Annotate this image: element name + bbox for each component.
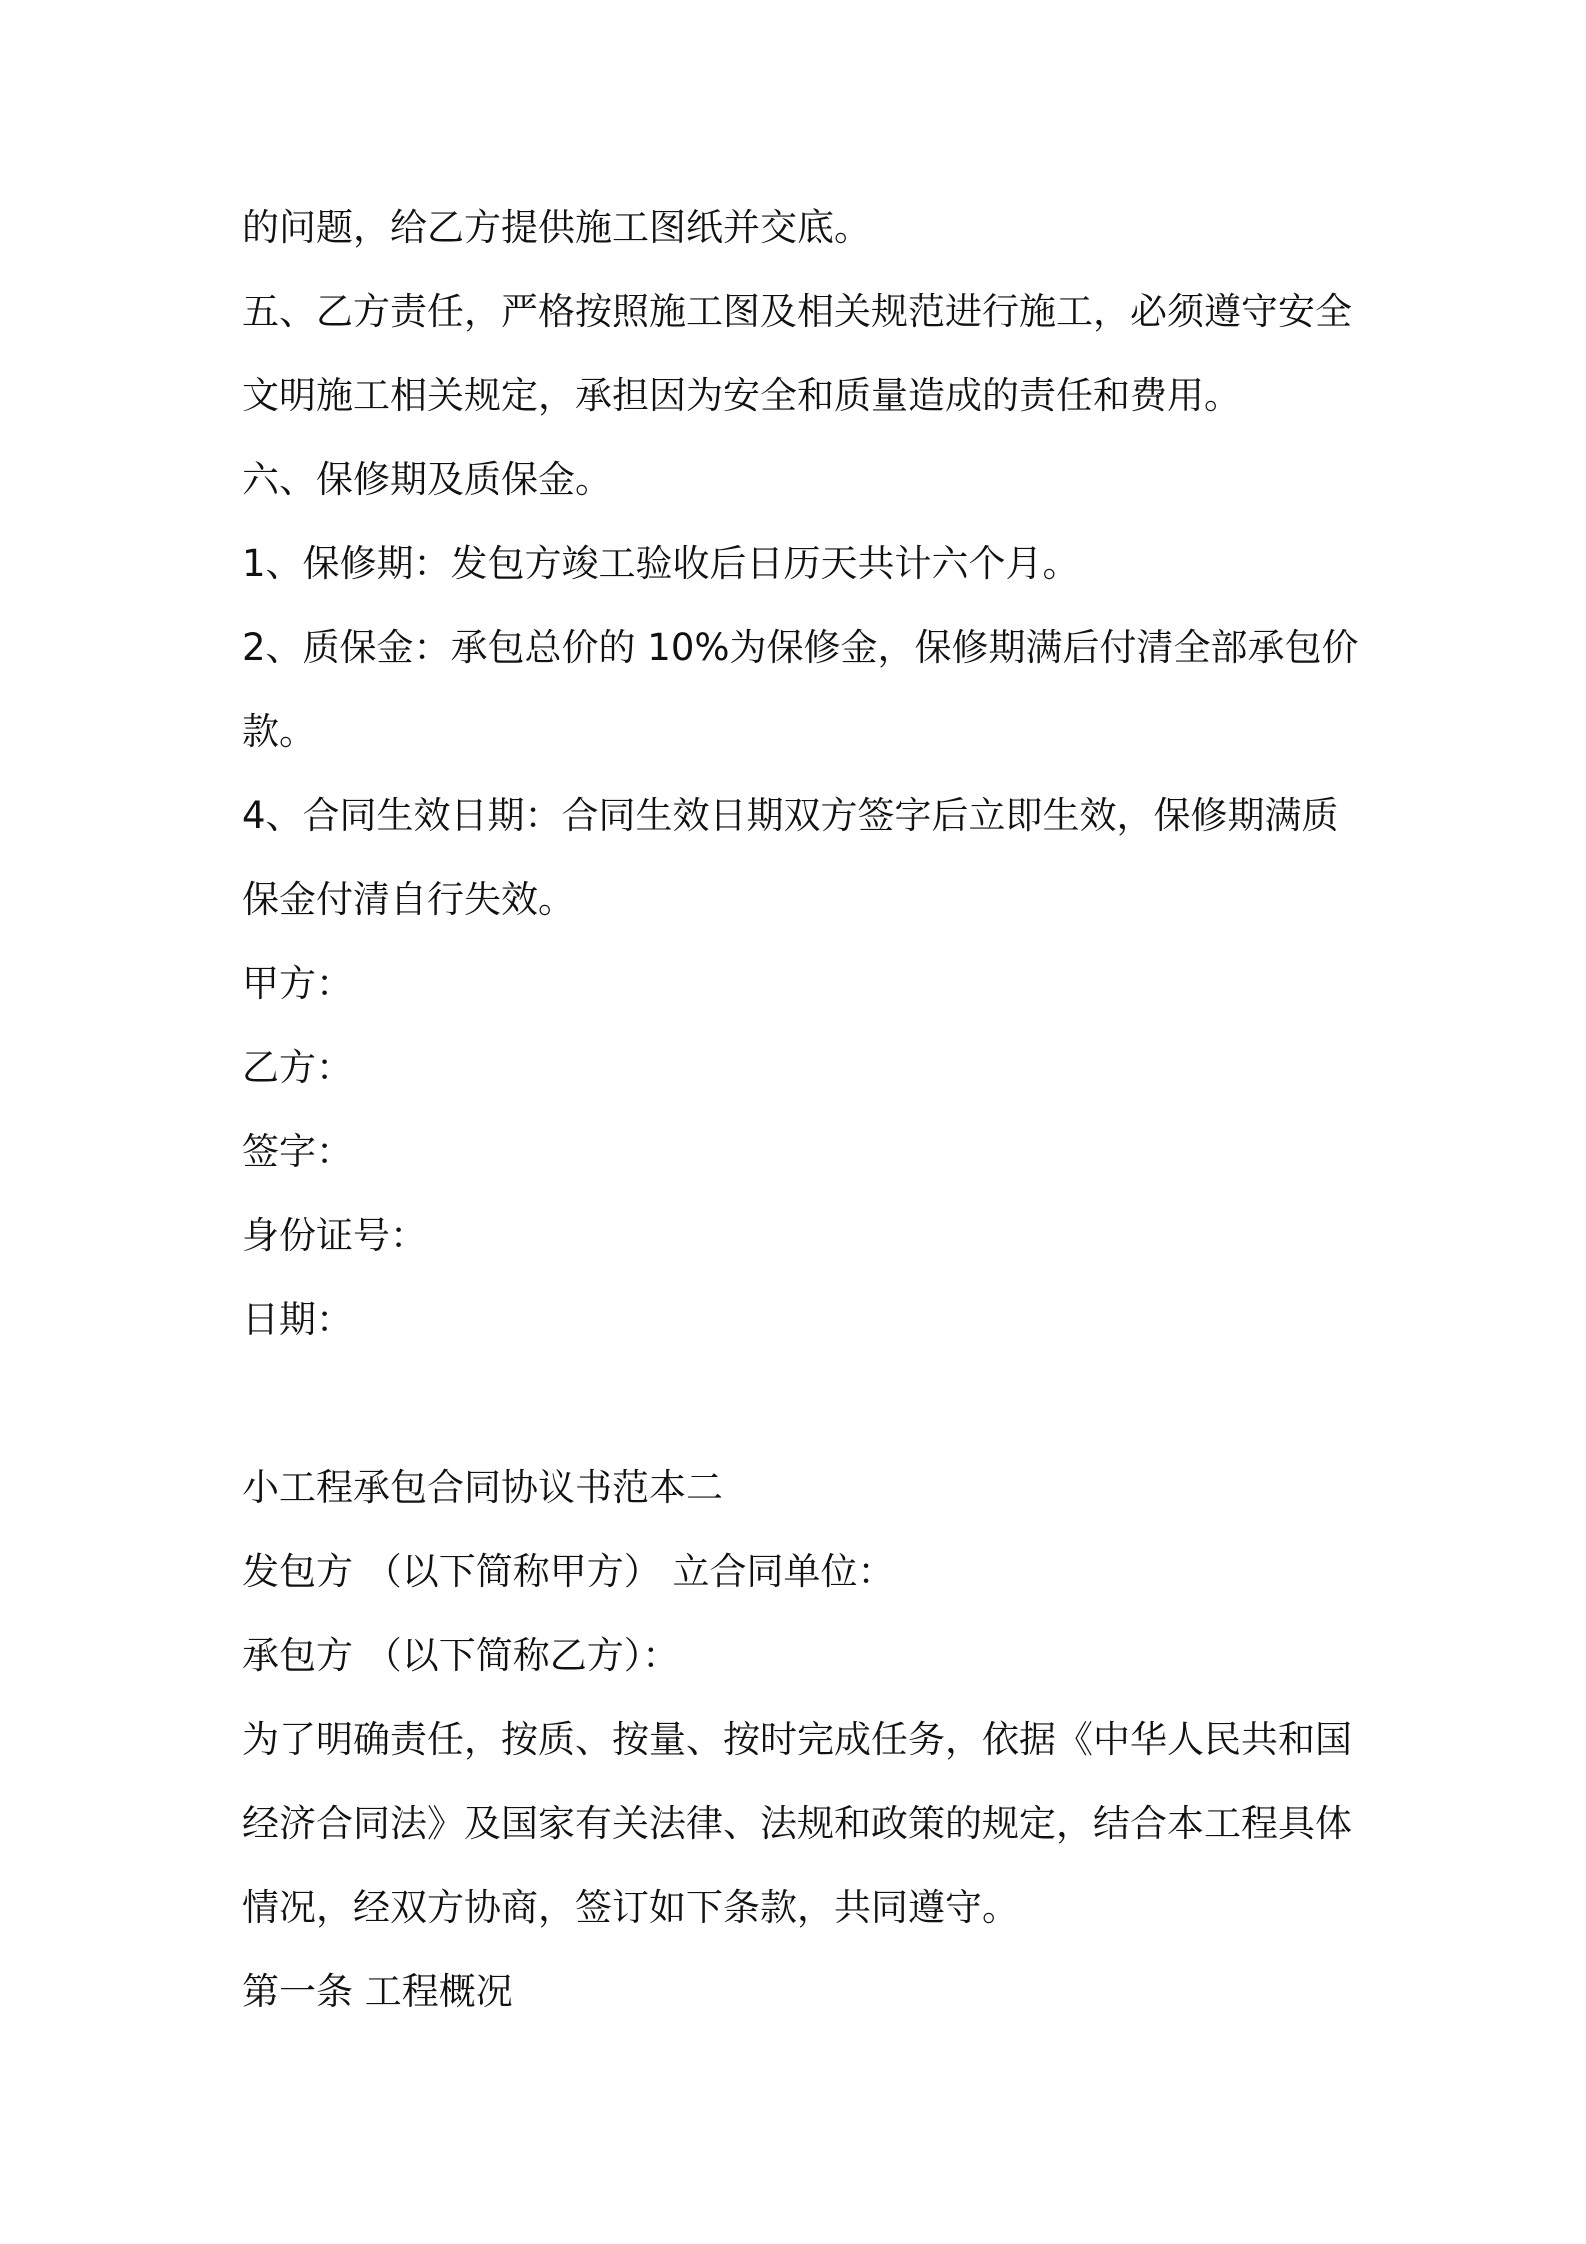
preamble-line: 经济合同法》及国家有关法律、法规和政策的规定，结合本工程具体 (242, 1802, 1352, 1845)
party-a-label: 甲方： (242, 962, 353, 1005)
document-page (242, 186, 1442, 2034)
section-spacer (242, 1362, 1442, 1446)
effective-date-item: 4、合同生效日期：合同生效日期双方签字后立即生效，保修期满质 (242, 794, 1339, 837)
retention-money-item: 2、质保金：承包总价的 10%为保修金，保修期满后付清全部承包价 (242, 626, 1359, 669)
agreement-2 (242, 1446, 1442, 2034)
article-1-heading: 第一条 工程概况 (242, 1970, 513, 2013)
preamble-line: 为了明确责任，按质、按量、按时完成任务，依据《中华人民共和国 (242, 1718, 1352, 1761)
id-number-label: 身份证号： (242, 1214, 427, 1257)
clause-6 (242, 438, 1442, 942)
employer-line: 发包方 （以下简称甲方） 立合同单位： (242, 1550, 895, 1593)
clause-5-line: 五、乙方责任，严格按照施工图及相关规范进行施工，必须遵守安全 (242, 290, 1352, 333)
continuation-text: 的问题，给乙方提供施工图纸并交底。 (242, 206, 871, 249)
party-b-label: 乙方： (242, 1046, 353, 1089)
effective-date-item: 保金付清自行失效。 (242, 878, 575, 921)
clause-5 (242, 270, 1442, 438)
preamble-line: 情况，经双方协商，签订如下条款，共同遵守。 (242, 1886, 1019, 1929)
signature-label: 签字： (242, 1130, 353, 1173)
agreement-2-title: 小工程承包合同协议书范本二 (242, 1466, 723, 1509)
signature-block (242, 942, 1442, 1362)
retention-money-item: 款。 (242, 710, 316, 753)
clause-5-line: 文明施工相关规定，承担因为安全和质量造成的责任和费用。 (242, 374, 1241, 417)
date-label: 日期： (242, 1298, 353, 1341)
contractor-line: 承包方 （以下简称乙方）： (242, 1634, 680, 1677)
warranty-period-item: 1、保修期：发包方竣工验收后日历天共计六个月。 (242, 542, 1080, 585)
clause-6-heading: 六、保修期及质保金。 (242, 458, 612, 501)
